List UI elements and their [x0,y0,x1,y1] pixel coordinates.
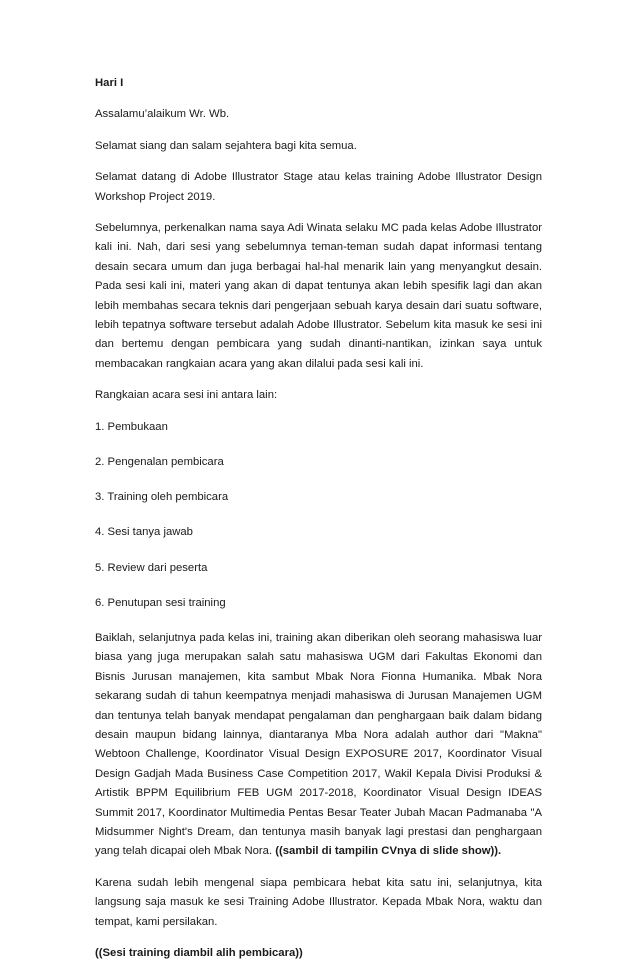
speaker-intro-text: Baiklah, selanjutnya pada kelas ini, training akan diberikan oleh seorang mahasiswa luar biasa yang juga merupakan salah satu mahasiswa UGM dari Fakultas Ekonomi dan Bisnis Jurusan manajemen, kita sambut Mbak Nora Fionna Humanika. Mbak Nora sekarang sudah di tahun keempatnya menjadi mahasiswa di Jurusan Manajemen UGM dan tentunya telah banyak mendapat pengalaman dan penghargaan baik dalam bidang desain maupun bidang lainnya, diantaranya Mba Nora adalah author dari "Makna" Webtoon Challenge, Koordinator Visual Design EXPOSURE 2017, Koordinator Visual Design Gadjah Mada Business Case Competition 2017, Wakil Kepala Divisi Produksi & Artistik BPPM Equilibrium FEB UGM 2017-2018, Koordinator Visual Design IDEAS Summit 2017, Koordinator Multimedia Pentas Besar Teater Jubah Macan Padmanaba "A Midsummer Night's Dream, dan tentunya masih banyak lagi prestasi dan penghargaan yang telah dicapai oleh Mbak Nora. [95,631,542,858]
document-page [95,74,542,975]
agenda-item: 4. Sesi tanya jawab [95,526,193,539]
agenda-item: 1. Pembukaan [95,420,168,433]
speaker-note: ((sambil di tampilin CVnya di slide show)). [275,845,502,858]
salutation-paragraph: Selamat siang dan salam sejahtera bagi kita semua. [95,139,357,152]
introduction-paragraph: Sebelumnya, perkenalkan nama saya Adi Winata selaku MC pada kelas Adobe Illustrator kali ini. Nah, dari sesi yang sebelumnya teman-teman sudah dapat informasi tentang desain secara umum dan juga berbagai hal-hal menarik lain yang menyangkut desain. Pada sesi kali ini, materi yang akan di dapat tentunya akan lebih spesifik lagi dan akan lebih membahas secara teknis dari pengerjaan sebuah karya desain dari suatu software, lebih tepatnya software tersebut adalah Adobe Illustrator. Sebelum kita masuk ke sesi ini dan bertemu dengan pembicara yang sudah dinanti-nantikan, izinkan saya untuk membacakan rangkaian acara yang akan dilalui pada sesi kali ini. [95,222,542,370]
agenda-intro: Rangkaian acara sesi ini antara lain: [95,389,278,402]
greeting-paragraph: Assalamu’alaikum Wr. Wb. [95,108,230,121]
agenda-item: 5. Review dari peserta [95,561,208,574]
page-heading: Hari I [95,77,124,89]
closing-note: ((Sesi training diambil alih pembicara)) [95,947,303,959]
agenda-item: 3. Training oleh pembicara [95,491,229,504]
agenda-item: 2. Pengenalan pembicara [95,455,224,468]
speaker-intro-paragraph [95,629,542,862]
agenda-item: 6. Penutupan sesi training [95,596,226,609]
handover-paragraph: Karena sudah lebih mengenal siapa pembicara hebat kita satu ini, selanjutnya, kita langsung saja masuk ke sesi Training Adobe Illustrator. Kepada Mbak Nora, waktu dan tempat, kami persilakan. [95,876,542,928]
welcome-paragraph: Selamat datang di Adobe Illustrator Stage atau kelas training Adobe Illustrator Design Workshop Project 2019. [95,171,542,203]
